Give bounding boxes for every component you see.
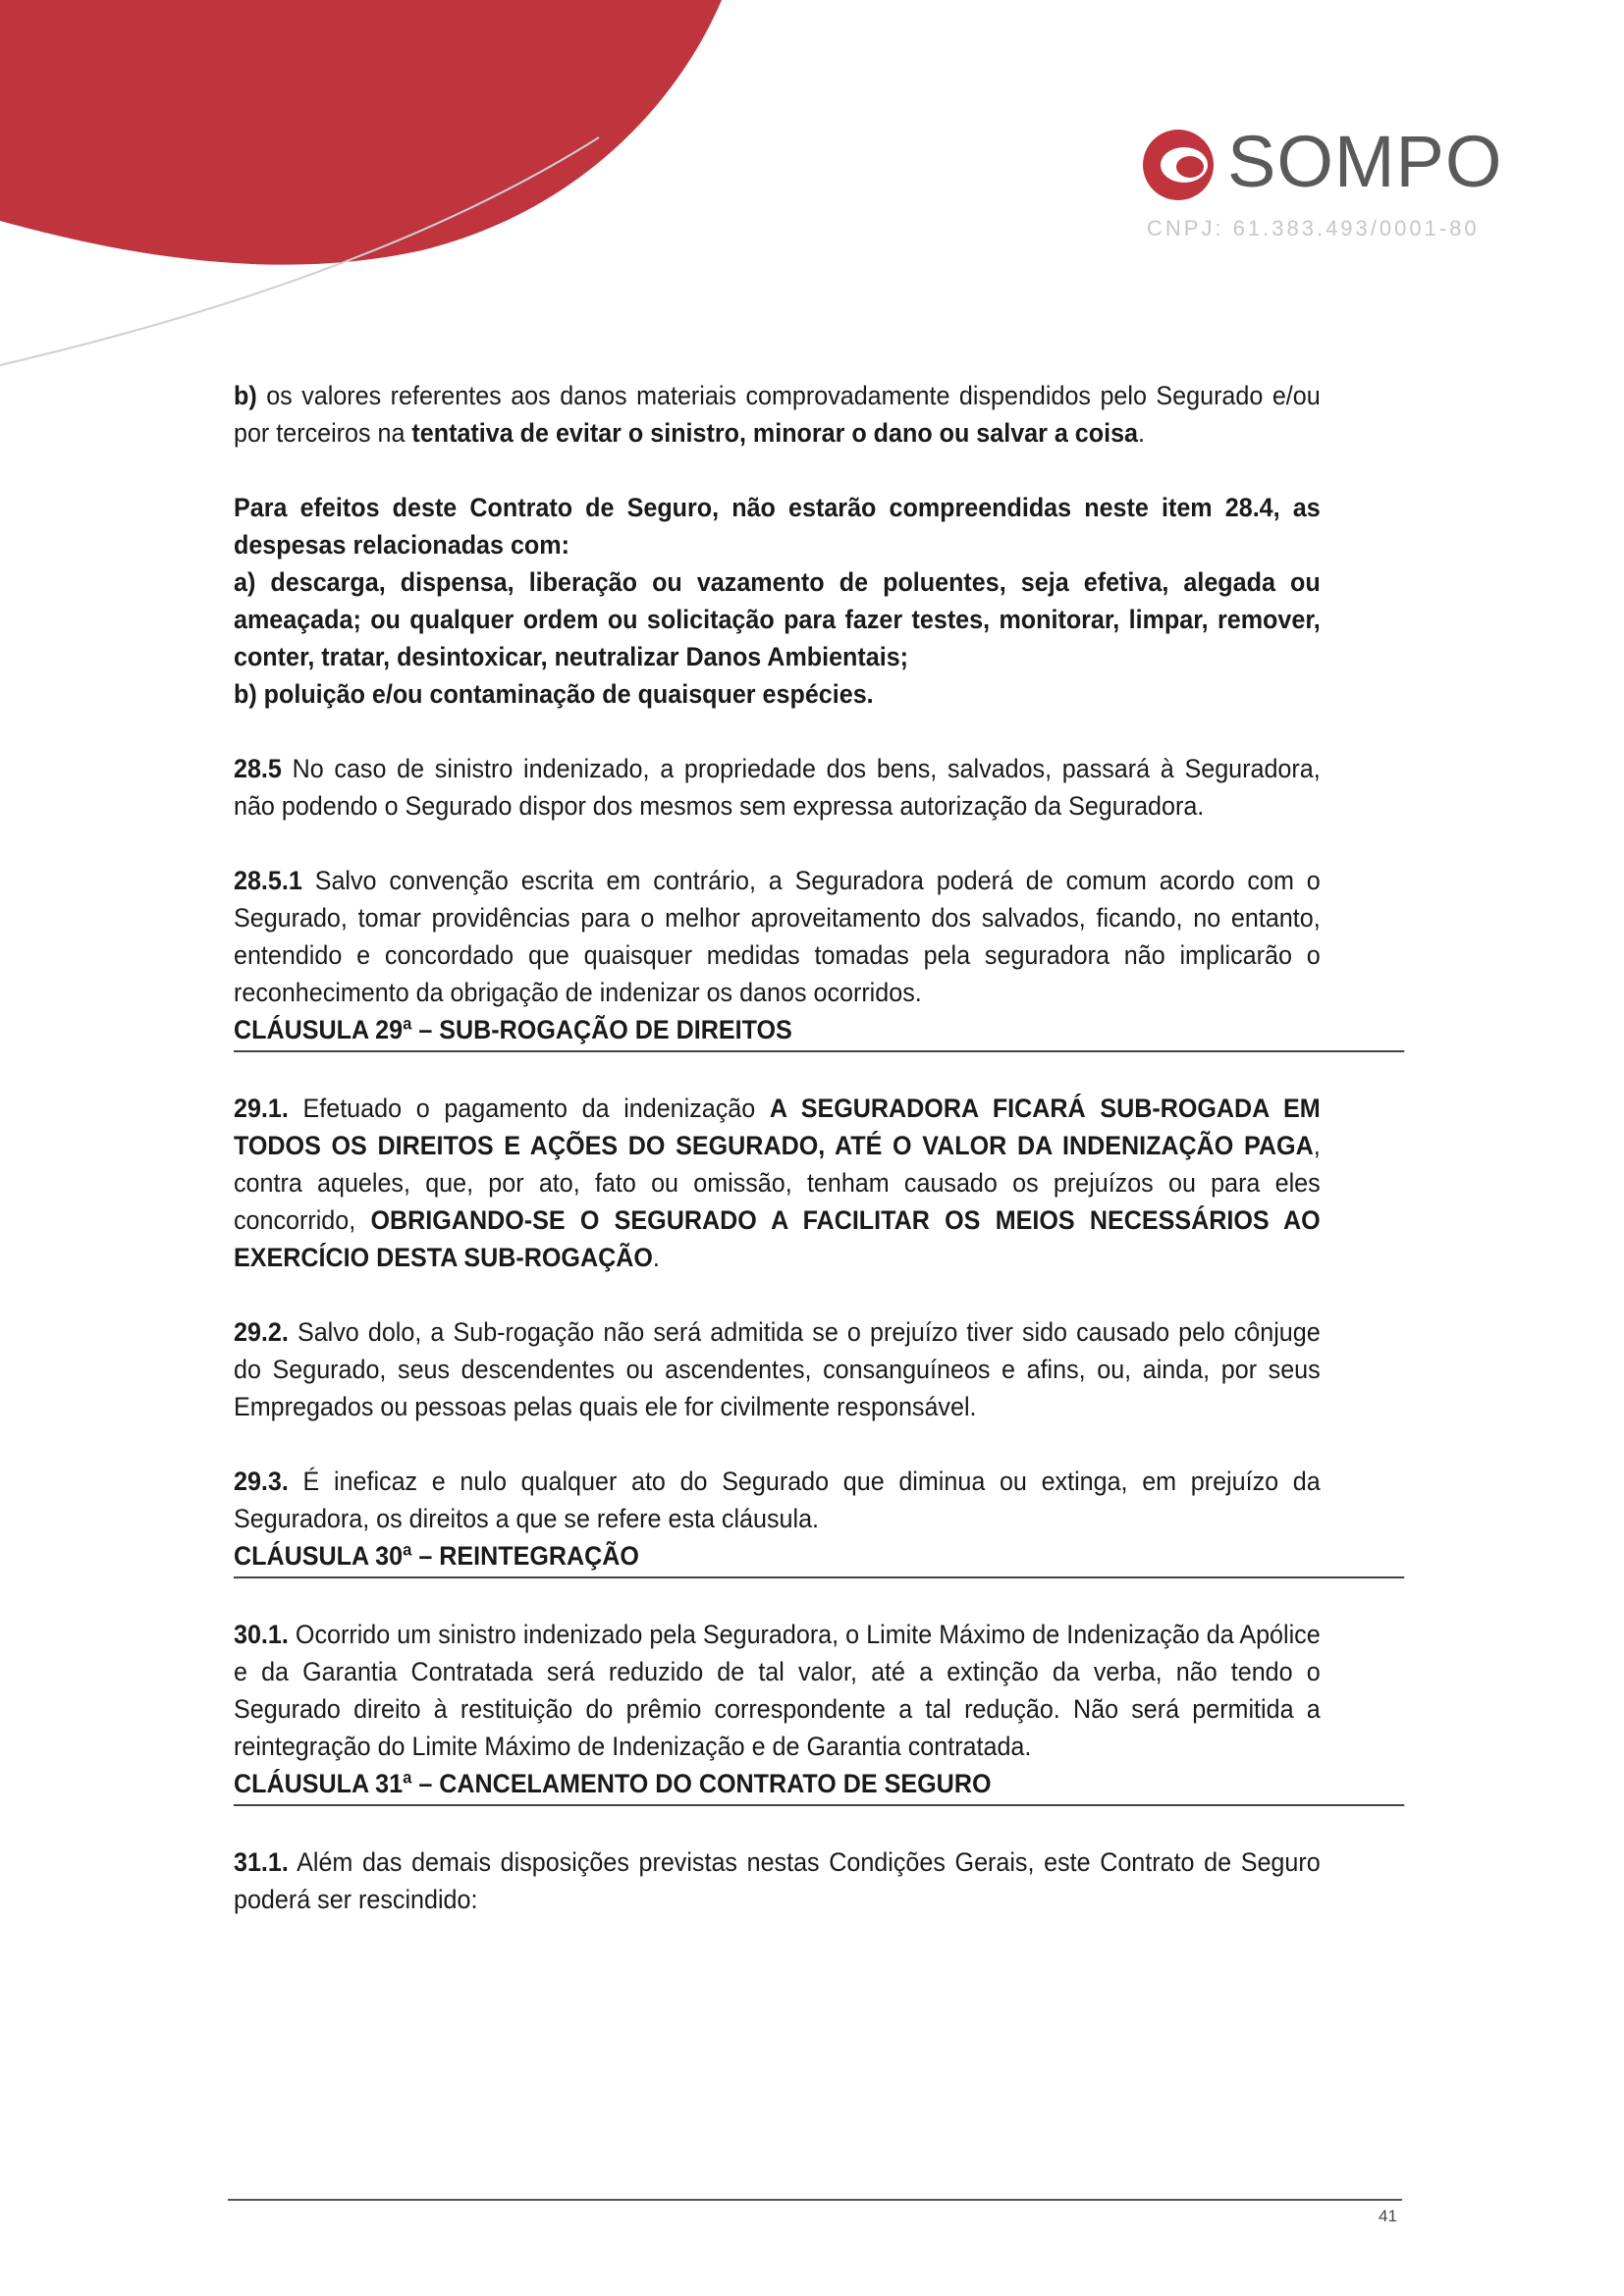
header-red-curve-decoration [0,0,746,393]
paragraph-28-5-1 [234,862,1321,1011]
exclusions-intro: Para efeitos deste Contrato de Seguro, não estarão compreendidas neste item 28.4, as despesas relacionadas com: [234,493,1321,560]
heading-clausula-30: CLÁUSULA 30ª – REINTEGRAÇÃO [234,1537,1404,1578]
heading-clausula-29: CLÁUSULA 29ª – SUB-ROGAÇÃO DE DIREITOS [234,1011,1404,1052]
paragraph-text: os valores referentes aos danos materiais comprovadamente dispendidos pelo Segurado e/ou por terceiros na [234,381,1321,448]
exclusion-b: b) poluição e/ou contaminação de quaisquer espécies. [234,679,874,709]
clause-number: 29.3. [234,1467,289,1496]
paragraph-text: Salvo convenção escrita em contrário, a Seguradora poderá de comum acordo com o Segurado, tomar providências para o melhor aproveitamento dos salvados, ficando, no entanto, entendido e concordado que quaisquer medidas tomadas pela seguradora não implicarão o reconhecimento da obrigação de indenizar os danos ocorridos. [234,866,1321,1007]
paragraph-30-1 [234,1616,1321,1765]
paragraph-text: Além das demais disposições previstas nestas Condições Gerais, este Contrato de Seguro poderá ser rescindido: [234,1847,1321,1914]
brand-name: SOMPO [1227,121,1503,202]
paragraph-text: No caso de sinistro indenizado, a propriedade dos bens, salvados, passará à Seguradora, não podendo o Segurado dispor dos mesmos sem expressa autorização da Seguradora. [234,754,1321,821]
paragraph-text: . [652,1243,660,1272]
sompo-logo-mark-icon [1139,126,1218,204]
paragraph-text: É ineficaz e nulo qualquer ato do Segurado que diminua ou extinga, em prejuízo da Seguradora, os direitos a que se refere esta cláusula. [234,1467,1321,1533]
clause-number: 29.1. [234,1094,289,1123]
paragraph-text: Salvo dolo, a Sub-rogação não será admitida se o prejuízo tiver sido causado pelo cônjuge do Segurado, seus descendentes ou ascendentes, consanguíneos e afins, ou, ainda, por seus Empregados ou pessoas pelas quais ele for civilmente responsável. [234,1317,1321,1421]
paragraph-bold-text: A SEGURADORA FICARÁ SUB-ROGADA EM TODOS OS DIREITOS E AÇÕES DO SEGURADO, ATÉ O VALOR DA INDENIZAÇÃO PAGA [234,1094,1321,1160]
clause-number: 28.5.1 [234,866,302,895]
paragraph-29-2 [234,1313,1321,1425]
paragraph-text: Ocorrido um sinistro indenizado pela Seguradora, o Limite Máximo de Indenização da Apólice e da Garantia Contratada será reduzido de tal valor, até a extinção da verba, não tendo o Segurado direito à restituição do prêmio correspondente a tal redução. Não será permitida a reintegração do Limite Máximo de Indenização e de Garantia contratada. [234,1620,1321,1761]
clause-number: 30.1. [234,1620,289,1649]
sompo-logo [1139,121,1512,253]
paragraph-31-1 [234,1843,1321,1918]
clause-number: 31.1. [234,1847,289,1877]
clause-number: 29.2. [234,1317,289,1347]
exclusion-a: a) descarga, dispensa, liberação ou vazamento de poluentes, seja efetiva, alegada ou ameaçada; ou qualquer ordem ou solicitação para fazer testes, monitorar, limpar, remover, conter, tratar, desintoxicar, neutralizar Danos Ambientais; [234,567,1321,671]
exclusions-block [234,489,1321,713]
paragraph-text: Efetuado o pagamento da indenização [288,1094,770,1123]
paragraph-28-5 [234,750,1321,825]
paragraph-29-3 [234,1463,1321,1537]
page-number: 41 [1379,2207,1397,2225]
footer-divider [228,2199,1402,2201]
paragraph-29-1 [234,1090,1321,1276]
paragraph-text: , contra aqueles, que, por ato, fato ou omissão, tenham causado os prejuízos ou para eles concorrido, [234,1131,1321,1235]
cnpj-number: CNPJ: 61.383.493/0001-80 [1147,216,1480,240]
heading-clausula-31: CLÁUSULA 31ª – CANCELAMENTO DO CONTRATO DE SEGURO [234,1765,1404,1806]
paragraph-28-4-b [234,377,1321,452]
document-body [234,377,1321,1918]
paragraph-bold-text: tentativa de evitar o sinistro, minorar o dano ou salvar a coisa [411,418,1139,448]
paragraph-text: . [1138,418,1146,448]
paragraph-bold-text: OBRIGANDO-SE O SEGURADO A FACILITAR OS MEIOS NECESSÁRIOS AO EXERCÍCIO DESTA SUB-ROGAÇÃO [234,1205,1321,1272]
clause-number: 28.5 [234,754,282,783]
item-letter: b) [234,381,257,410]
